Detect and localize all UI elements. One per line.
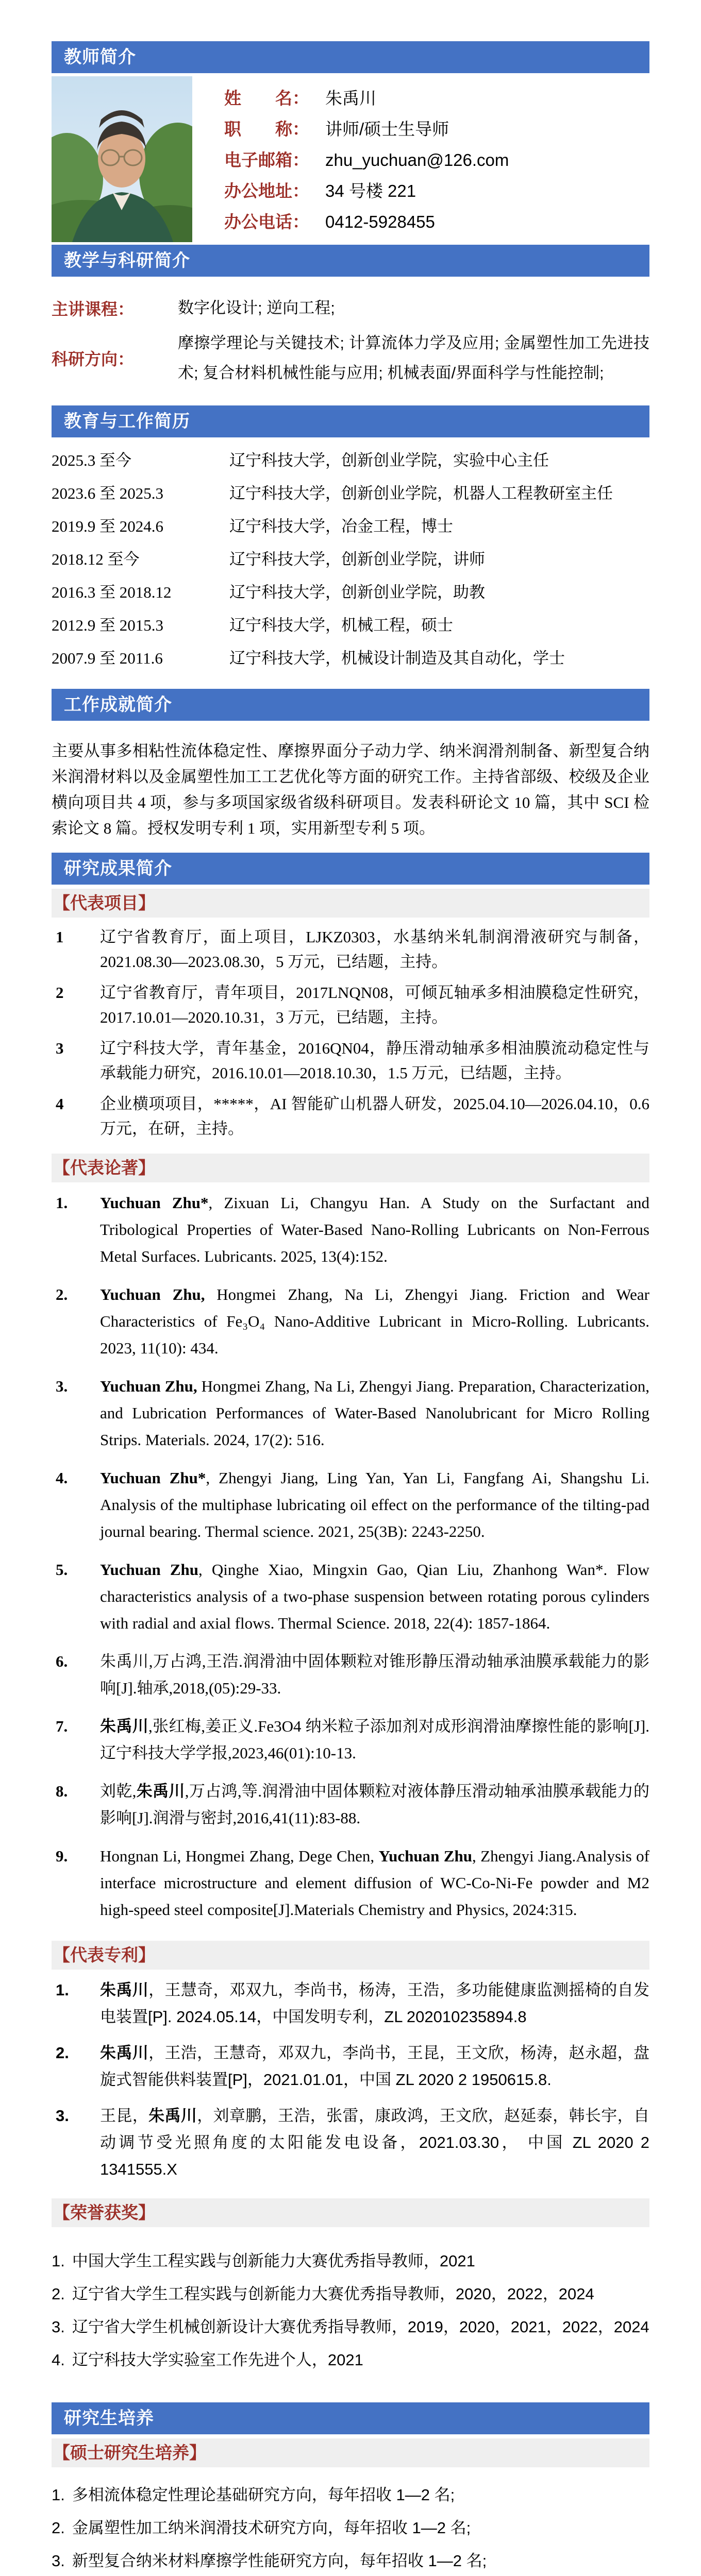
field-name-label: 姓 名： xyxy=(224,89,309,108)
publication-number: 8. xyxy=(56,1782,68,1800)
field-title xyxy=(224,120,649,139)
publication-item xyxy=(52,1465,649,1545)
project-text: 企业横项项目，*****，AI 智能矿山机器人研发，2025.04.10—2026.04.10，0.6 万元，在研，主持。 xyxy=(100,1095,649,1138)
career-timeline xyxy=(52,437,649,689)
publication-text: Yuchuan Zhu, Hongmei Zhang, Na Li, Zhengyi Jiang. Friction and Wear Characteristics of Fe₃O₄ Nano-Additive Lubricant in Micro-Rolling. Lubricants. 2023, 11(10): 434. xyxy=(100,1285,649,1357)
publication-text: Yuchuan Zhu*, Zhengyi Jiang, Ling Yan, Yan Li, Fangfang Ai, Shangshu Li. Analysis of the multiphase lubricating oil effect on the performance of the tilting-pad journal bearing. Thermal science. 2021, 25(3B): 2243-2250. xyxy=(100,1469,649,1540)
publication-item xyxy=(52,1843,649,1923)
publication-text: Yuchuan Zhu, Hongmei Zhang, Na Li, Zhengyi Jiang. Preparation, Characterization, and Lubrication Performances of Water-Based Nanolubricant for Micro Rolling Strips. Materials. 2024, 17(2): 516. xyxy=(100,1377,649,1449)
timeline-row xyxy=(52,550,649,569)
project-number: 4 xyxy=(56,1095,64,1113)
honor-text: 辽宁省大学生机械创新设计大赛优秀指导教师，2019，2020，2021，2022，2024 xyxy=(72,2318,649,2336)
patent-number: 3. xyxy=(56,2107,69,2125)
honor-number: 1. xyxy=(52,2252,65,2270)
timeline-row xyxy=(52,451,649,470)
patent-text: 王昆，朱禹川，刘章鹏，王浩，张雷，康政鸿，王文欣，赵延泰，韩长宇，自动调节受光照角度的太阳能发电设备，2021.03.30， 中国 ZL 2020 2 1341555.X xyxy=(100,2107,650,2178)
research-direction-value: 摩擦学理论与关键技术; 计算流体力学及应用; 金属塑性加工先进技术; 复合材料机械性能与应用; 机械表面/界面科学与性能控制; xyxy=(178,334,649,382)
honor-text: 中国大学生工程实践与创新能力大赛优秀指导教师，2021 xyxy=(72,2252,475,2270)
graduate-item-text: 多相流体稳定性理论基础研究方向，每年招收 1—2 名; xyxy=(72,2486,455,2504)
projects-heading: 【代表项目】 xyxy=(52,889,649,918)
project-number: 2 xyxy=(56,984,64,1002)
publications-heading: 【代表论著】 xyxy=(52,1154,649,1182)
timeline-detail: 辽宁科技大学，创新创业学院，讲师 xyxy=(229,550,485,568)
field-office-label: 办公地址： xyxy=(224,181,309,200)
timeline-row xyxy=(52,583,649,602)
publication-text: Yuchuan Zhu, Qinghe Xiao, Mingxin Gao, Qian Liu, Zhanhong Wan*. Flow characteristics analysis of a two-phase suspension between rotating porous cylinders with radial and axial flows. Thermal Science. 2018, 22(4): 1857-1864. xyxy=(100,1561,650,1632)
graduate-list xyxy=(52,2467,649,2576)
section-band-teacher-intro: 教师简介 xyxy=(52,41,649,73)
publication-number: 1. xyxy=(56,1194,68,1212)
section-band-research-outputs: 研究成果简介 xyxy=(52,853,649,885)
courses-value: 数字化设计; 逆向工程; xyxy=(178,299,335,317)
section-band-education-career: 教育与工作简历 xyxy=(52,405,649,437)
publication-text: 朱禹川,张红梅,姜正义.Fe3O4 纳米粒子添加剂对成形润滑油摩擦性能的影响[J].辽宁科技大学学报,2023,46(01):10-13. xyxy=(100,1717,649,1762)
master-training-heading: 【硕士研究生培养】 xyxy=(52,2438,649,2467)
publication-number: 4. xyxy=(56,1469,68,1487)
timeline-period: 2018.12 至今 xyxy=(52,550,140,568)
timeline-period: 2019.9 至 2024.6 xyxy=(52,517,163,535)
patent-item xyxy=(52,2040,649,2093)
achievements-summary: 主要从事多相粘性流体稳定性、摩擦界面分子动力学、纳米润滑剂制备、新型复合纳米润滑材料以及金属塑性加工工艺优化等方面的研究工作。主持省部级、校级及企业横向项目共 4 项，参与多项国家级省级科研项目。发表科研论文 10 篇，其中 SCI 检索论文 8 篇。授权发明专利 1 项，实用新型专利 5 项。 xyxy=(52,742,649,837)
publication-number: 2. xyxy=(56,1285,68,1303)
honor-item xyxy=(52,2251,649,2272)
timeline-period: 2007.9 至 2011.6 xyxy=(52,649,163,667)
patents-heading: 【代表专利】 xyxy=(52,1941,649,1970)
publication-item xyxy=(52,1556,649,1637)
graduate-item-text: 新型复合纳米材料摩擦学性能研究方向，每年招收 1—2 名; xyxy=(72,2552,487,2570)
field-email-value: zhu_yuchuan@126.com xyxy=(325,150,509,170)
honor-number: 2. xyxy=(52,2285,65,2303)
project-text: 辽宁省教育厅，青年项目，2017LNQN08，可倾瓦轴承多相油膜稳定性研究，2017.10.01—2020.10.31，3 万元，已结题，主持。 xyxy=(100,984,649,1026)
project-item xyxy=(52,980,649,1030)
courses-label: 主讲课程： xyxy=(52,300,135,318)
honor-item xyxy=(52,2317,649,2337)
honor-item xyxy=(52,2284,649,2304)
publication-item xyxy=(52,1373,649,1453)
teaching-research-block xyxy=(52,277,649,405)
patent-item xyxy=(52,1977,649,2030)
honor-item xyxy=(52,2350,649,2370)
timeline-detail: 辽宁科技大学，机械设计制造及其自动化，学士 xyxy=(229,649,565,667)
patent-number: 2. xyxy=(56,2044,69,2062)
field-name xyxy=(224,89,649,108)
honor-text: 辽宁科技大学实验室工作先进个人，2021 xyxy=(72,2351,363,2369)
section-band-teaching-research: 教学与科研简介 xyxy=(52,245,649,277)
field-email xyxy=(224,150,649,170)
patents-list xyxy=(52,1970,649,2194)
project-number: 3 xyxy=(56,1039,64,1057)
publication-number: 6. xyxy=(56,1652,68,1670)
courses-row xyxy=(52,293,649,323)
section-band-graduate: 研究生培养 xyxy=(52,2402,649,2434)
honors-list xyxy=(52,2227,649,2388)
field-phone-value: 0412-5928455 xyxy=(325,212,435,231)
graduate-item-number: 3. xyxy=(52,2552,65,2570)
publication-number: 7. xyxy=(56,1717,68,1735)
graduate-item-text: 金属塑性加工纳米润滑技术研究方向，每年招收 1—2 名; xyxy=(72,2519,471,2537)
publication-number: 9. xyxy=(56,1847,68,1865)
timeline-period: 2025.3 至今 xyxy=(52,451,131,469)
publication-item xyxy=(52,1190,649,1270)
patent-text: 朱禹川，王浩，王慧奇，邓双九，李尚书，王昆，王文欣，杨涛，赵永超，盘旋式智能供料装置[P]，2021.01.01，中国 ZL 2020 2 1950615.8. xyxy=(100,2044,649,2089)
timeline-period: 2023.6 至 2025.3 xyxy=(52,484,163,502)
graduate-item xyxy=(52,2551,649,2571)
publication-item xyxy=(52,1281,649,1362)
publication-item xyxy=(52,1648,649,1702)
graduate-item xyxy=(52,2485,649,2505)
section-band-achievements: 工作成就简介 xyxy=(52,689,649,721)
publication-number: 5. xyxy=(56,1561,68,1579)
research-direction-row xyxy=(52,328,649,388)
graduate-item-number: 1. xyxy=(52,2486,65,2504)
honors-heading: 【荣誉获奖】 xyxy=(52,2198,649,2227)
timeline-period: 2016.3 至 2018.12 xyxy=(52,583,172,601)
publication-text: 朱禹川,万占鸿,王浩.润滑油中固体颗粒对锥形静压滑动轴承油膜承载能力的影响[J].轴承,2018,(05):29-33. xyxy=(100,1652,649,1697)
publication-text: 刘乾,朱禹川,万占鸿,等.润滑油中固体颗粒对液体静压滑动轴承油膜承载能力的影响[J].润滑与密封,2016,41(11):83-88. xyxy=(100,1782,650,1827)
project-item xyxy=(52,1092,649,1141)
patent-item xyxy=(52,2103,649,2183)
field-name-value: 朱禹川 xyxy=(325,89,376,108)
publication-text: Yuchuan Zhu*, Zixuan Li, Changyu Han. A Study on the Surfactant and Tribological Properties of Water-Based Nano-Rolling Lubricants on Non-Ferrous Metal Surfaces. Lubricants. 2025, 13(4):152. xyxy=(100,1194,650,1265)
project-text: 辽宁省教育厅，面上项目，LJKZ0303，水基纳米轧制润滑液研究与制备，2021.08.30—2023.08.30，5 万元，已结题，主持。 xyxy=(100,928,649,971)
field-office xyxy=(224,181,649,201)
publication-item xyxy=(52,1778,649,1832)
field-title-value: 讲师/硕士生导师 xyxy=(325,120,449,139)
timeline-detail: 辽宁科技大学，创新创业学院，实验中心主任 xyxy=(229,451,549,469)
timeline-detail: 辽宁科技大学，创新创业学院，机器人工程教研室主任 xyxy=(229,484,613,502)
timeline-detail: 辽宁科技大学，创新创业学院，助教 xyxy=(229,583,485,601)
field-phone-label: 办公电话： xyxy=(224,212,309,231)
field-email-label: 电子邮箱： xyxy=(224,150,309,170)
patent-number: 1. xyxy=(56,1981,69,1999)
teacher-photo-image xyxy=(52,76,192,242)
teacher-profile-block xyxy=(52,76,649,242)
teacher-fields xyxy=(224,76,649,242)
research-direction-label: 科研方向： xyxy=(52,350,135,368)
timeline-period: 2012.9 至 2015.3 xyxy=(52,616,163,634)
publication-number: 3. xyxy=(56,1377,68,1395)
field-title-label: 职 称： xyxy=(224,120,309,139)
timeline-row xyxy=(52,649,649,668)
project-number: 1 xyxy=(56,928,64,946)
publication-text: Hongnan Li, Hongmei Zhang, Dege Chen, Yuchuan Zhu, Zhengyi Jiang.Analysis of interface microstructure and element diffusion of WC-Co-Ni-Fe powder and M2 high-speed steel composite[J].Materials Chemistry and Physics, 2024:315. xyxy=(100,1847,649,1919)
patent-text: 朱禹川，王慧奇，邓双九，李尚书，杨涛，王浩，多功能健康监测摇椅的自发电装置[P]. 2024.05.14，中国发明专利，ZL 202010235894.8 xyxy=(100,1981,649,2026)
timeline-row xyxy=(52,517,649,536)
timeline-row xyxy=(52,616,649,635)
project-item xyxy=(52,925,649,974)
honor-text: 辽宁省大学生工程实践与创新能力大赛优秀指导教师，2020，2022，2024 xyxy=(72,2285,594,2303)
teacher-photo xyxy=(52,76,192,242)
field-phone xyxy=(224,212,649,232)
timeline-detail: 辽宁科技大学，冶金工程，博士 xyxy=(229,517,453,535)
projects-list xyxy=(52,918,649,1149)
timeline-detail: 辽宁科技大学，机械工程，硕士 xyxy=(229,616,453,634)
project-text: 辽宁科技大学，青年基金，2016QN04，静压滑动轴承多相油膜流动稳定性与承载能力研究，2016.10.01—2018.10.30，1.5 万元，已结题，主持。 xyxy=(100,1039,649,1082)
publication-item xyxy=(52,1713,649,1767)
graduate-item-number: 2. xyxy=(52,2519,65,2537)
honor-number: 4. xyxy=(52,2351,65,2369)
graduate-item xyxy=(52,2518,649,2538)
timeline-row xyxy=(52,484,649,503)
honor-number: 3. xyxy=(52,2318,65,2336)
field-office-value: 34 号楼 221 xyxy=(325,181,416,200)
project-item xyxy=(52,1036,649,1086)
publications-list xyxy=(52,1182,649,1937)
